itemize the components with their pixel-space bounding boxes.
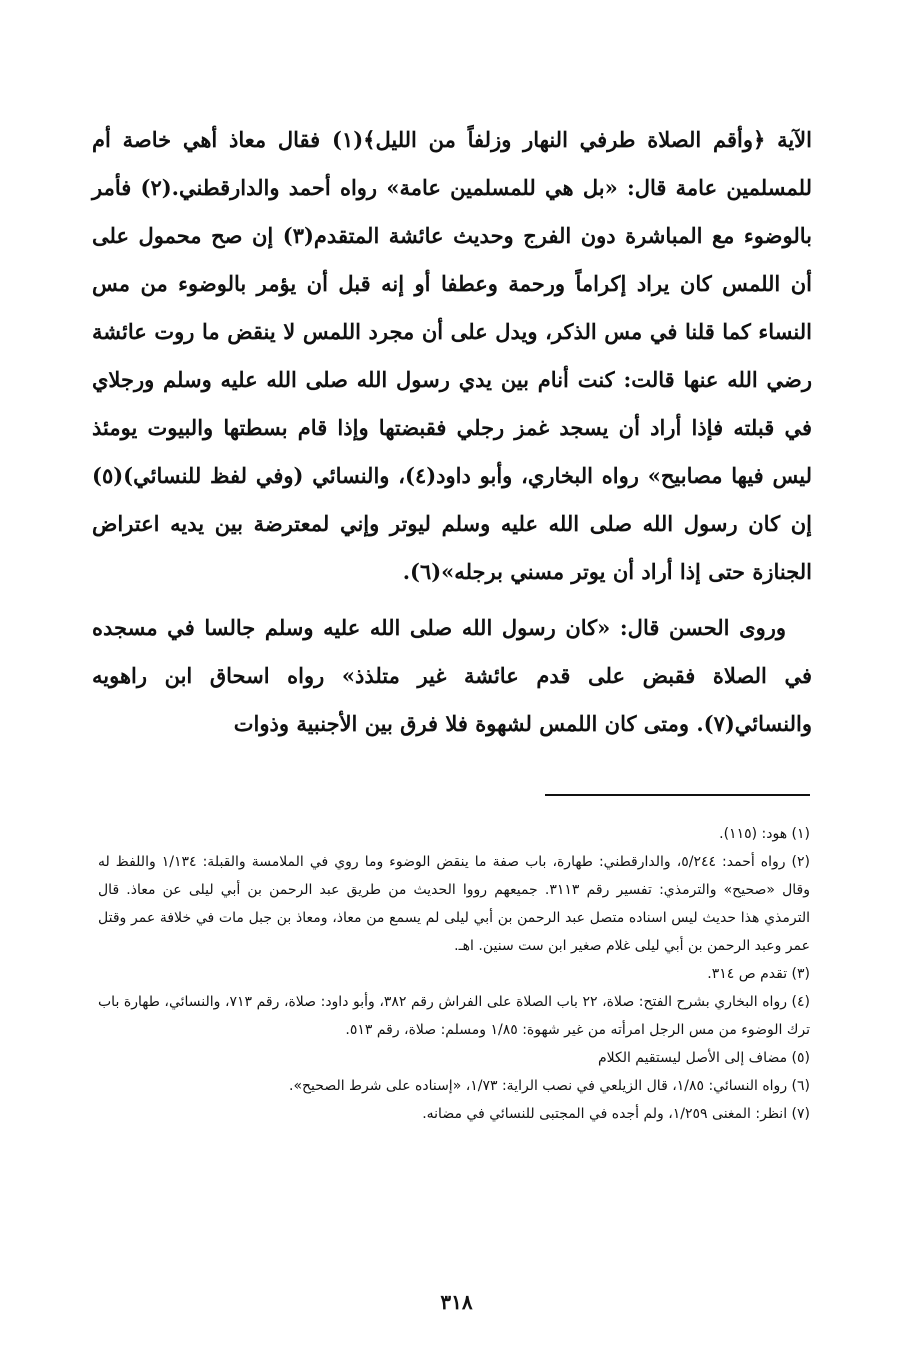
footnote-4: (٤) رواه البخاري بشرح الفتح: صلاة، ٢٢ باب الصلاة على الفراش رقم ٣٨٢، وأبو داود: صلاة، رقم ٧١٣، والنسائي، طهارة باب ترك الوضوء من مس الرجل امرأته من غير شهوة: ١/٨٥ ومسلم: صلاة، رقم ٥١٣.: [98, 994, 810, 1038]
main-paragraph-2: وروى الحسن قال: «كان رسول الله صلى الله عليه وسلم جالسا في مسجده في الصلاة فقبض على قدم عائشة غير متلذذ» رواه اسحاق ابن راهويه والنسائي(٧). ومتى كان اللمس لشهوة فلا فرق بين الأجنبية وذوات: [92, 615, 812, 736]
page-number: ٣١٨: [440, 1290, 473, 1314]
footnote-separator: [545, 794, 810, 796]
main-paragraph-1: الآية ﴿وأقم الصلاة طرفي النهار وزلفاً من الليل﴾(١) فقال معاذ أهي خاصة أم للمسلمين عامة قال: «بل هي للمسلمين عامة» رواه أحمد والدارقطني.(٢) فأمر بالوضوء مع المباشرة دون الفرج وحديث عائشة المتقدم(٣) إن صح محمول على أن اللمس كان يراد إكراماً ورحمة وعطفا أو إنه قبل أن يؤمر بالوضوء من مس النساء كما قلنا في مس الذكر، ويدل على أن مجرد اللمس لا ينقض ما روت عائشة رضي الله عنها قالت: كنت أنام بين يدي رسول الله صلى الله عليه وسلم ورجلاي في قبلته فإذا أراد أن يسجد غمز رجلي فقبضتها وإذا قام بسطتها والبيوت يومئذ ليس فيها مصابيح» رواه البخاري، وأبو داود(٤)، والنسائي (وفي لفظ للنسائي)(٥) إن كان رسول الله صلى الله عليه وسلم ليوتر وإني لمعترضة بين يديه اعتراض الجنازة حتى إذا أراد أن يوتر مسني برجله»(٦).: [92, 127, 812, 584]
footnotes: [98, 820, 810, 1128]
footnote-2: (٢) رواه أحمد: ٥/٢٤٤، والدارقطني: طهارة، باب صفة ما ينقض الوضوء وما روي في الملامسة والقبلة: ١/١٣٤ واللفظ له وقال «صحيح» والترمذي: تفسير رقم ٣١١٣. جميعهم رووا الحديث من طريق عبد الرحمن بن أبي ليلى عن معاذ. قال الترمذي هذا حديث ليس اسناده متصل عبد الرحمن بن أبي ليلى لم يسمع من معاذ، ومعاذ بن جبل مات في خلافة عمر وقتل عمر وعبد الرحمن بن أبي ليلى غلام صغير ابن ست سنين. اهـ.: [98, 854, 811, 954]
footnote-6: (٦) رواه النسائي: ١/٨٥، قال الزيلعي في نصب الراية: ١/٧٣، «إسناده على شرط الصحيح».: [289, 1078, 810, 1094]
footnote-5: (٥) مضاف إلى الأصل ليستقيم الكلام: [597, 1050, 810, 1066]
footnote-1: (١) هود: (١١٥).: [719, 826, 810, 842]
footnote-3: (٣) تقدم ص ٣١٤.: [707, 966, 810, 982]
main-text: [92, 116, 812, 748]
footnote-7: (٧) انظر: المغنى ١/٢٥٩، ولم أجده في المجتبى للنسائي في مضانه.: [422, 1106, 810, 1122]
